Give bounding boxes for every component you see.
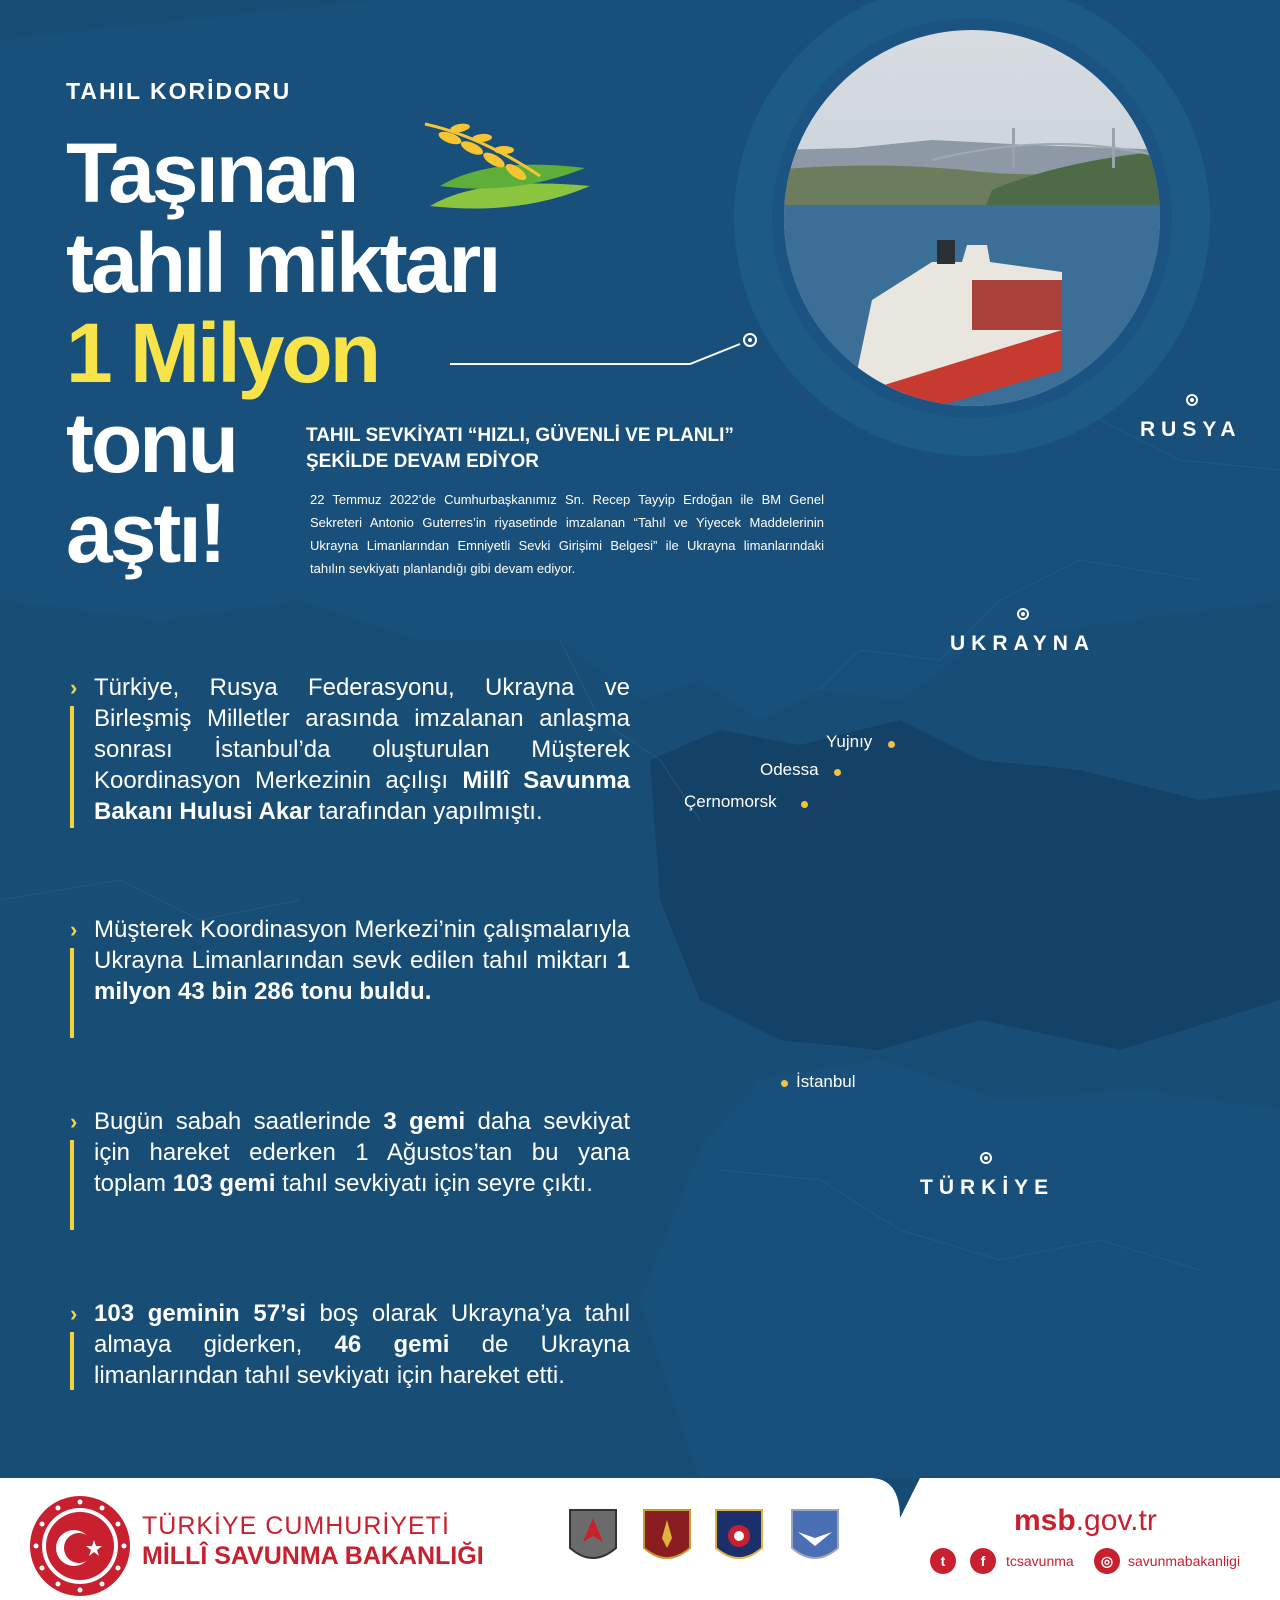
bullet-item-1 — [70, 672, 630, 827]
website-link-rest: .gov.tr — [1075, 1504, 1157, 1537]
connector-line — [450, 330, 760, 370]
rusya-pin-icon — [1186, 394, 1198, 406]
bullet-accent-bar — [70, 706, 74, 828]
instagram-icon[interactable]: ◎ — [1094, 1548, 1120, 1574]
org-name-line-1: TÜRKİYE CUMHURİYETİ — [142, 1512, 450, 1540]
wheat-icon — [420, 116, 600, 226]
bullet-text-bold: 103 gemi — [172, 1170, 276, 1197]
naval-forces-badge-icon — [714, 1508, 764, 1568]
bullet-item-3 — [70, 1106, 630, 1199]
bullet-accent-bar — [70, 948, 74, 1038]
bullet-text-part: tahıl sevkiyatı için seyre çıktı. — [275, 1170, 593, 1197]
org-name-line-2: MİLLÎ SAVUNMA BAKANLIĞI — [142, 1542, 484, 1570]
general-staff-badge-icon — [568, 1508, 618, 1568]
chevron-right-icon: › — [70, 917, 78, 942]
headline-line-2: tahıl miktarı — [66, 216, 499, 310]
odessa-dot-icon — [834, 769, 841, 776]
bullet-text-part: Türkiye, Rusya Federasyonu, Ukrayna ve Birleşmiş Milletler arasında imzalanan anlaşma sonrası İstanbul’da oluşturulan Müşterek Koordinasyon Merkezinin açılışı — [94, 674, 630, 794]
bullet-item-4 — [70, 1298, 630, 1391]
intro-subhead-line-2: ŞEKİLDE DEVAM EDİYOR — [306, 451, 539, 472]
ukrayna-pin-icon — [1017, 608, 1029, 620]
bullet-text — [94, 1298, 630, 1391]
chevron-right-icon: › — [70, 675, 78, 700]
bullet-text-bold: 103 geminin 57’si — [94, 1300, 306, 1327]
country-label-ukrayna: UKRAYNA — [950, 632, 1096, 655]
ministry-emblem-icon — [28, 1494, 132, 1598]
bullet-text-bold: 3 gemi — [383, 1108, 466, 1135]
city-label-cernomorsk: Çernomorsk — [684, 792, 777, 811]
website-link[interactable] — [1014, 1504, 1157, 1538]
yujniy-dot-icon — [888, 741, 895, 748]
bullet-text-part: boş olarak Ukrayna’ya tahıl almaya giderken, — [94, 1300, 630, 1358]
bullet-accent-bar — [70, 1140, 74, 1230]
bullet-text-part: Müşterek Koordinasyon Merkezi’nin çalışmalarıyla Ukrayna Limanlarından sevk edilen tahıl miktarı — [94, 916, 630, 974]
cernomorsk-dot-icon — [801, 801, 808, 808]
land-forces-badge-icon — [642, 1508, 692, 1568]
bullet-text — [94, 1106, 630, 1199]
headline-line-1: Taşınan — [66, 126, 357, 220]
website-link-bold: msb — [1014, 1504, 1076, 1537]
kicker-label: TAHIL KORİDORU — [66, 78, 292, 104]
bullet-text-part: tarafından yapılmıştı. — [311, 798, 543, 825]
country-label-rusya: RUSYA — [1140, 418, 1242, 441]
headline-line-4: tonu — [66, 396, 236, 490]
ship-photo — [732, 0, 1212, 460]
chevron-right-icon: › — [70, 1301, 78, 1326]
social-handle-tcsavunma[interactable]: tcsavunma — [1006, 1553, 1074, 1569]
bullet-text-bold: 1 milyon 43 bin 286 tonu buldu. — [94, 947, 630, 1005]
footer-divider-curve — [760, 1478, 920, 1600]
city-label-odessa: Odessa — [760, 760, 819, 779]
bullet-text-part: Bugün sabah saatlerinde — [94, 1108, 384, 1135]
twitter-icon[interactable]: t — [930, 1548, 956, 1574]
chevron-right-icon: › — [70, 1109, 78, 1134]
bullet-item-2 — [70, 914, 630, 1007]
air-forces-badge-icon — [790, 1508, 840, 1568]
city-label-yujniy: Yujnıy — [826, 732, 873, 751]
facebook-icon[interactable]: f — [970, 1548, 996, 1574]
bullet-text-bold: 46 gemi — [334, 1331, 450, 1358]
social-handle-savunmabakanligi[interactable]: savunmabakanligi — [1128, 1553, 1241, 1569]
bullet-text — [94, 914, 630, 1007]
country-label-turkiye: TÜRKİYE — [920, 1176, 1055, 1199]
bullet-text-part: de Ukrayna limanlarından tahıl sevkiyatı için hareket etti. — [94, 1331, 630, 1389]
headline-line-5: aştı! — [66, 486, 224, 580]
intro-text: 22 Temmuz 2022’de Cumhurbaşkanımız Sn. Recep Tayyip Erdoğan ile BM Genel Sekreteri Antonio Guterres’in riyasetinde imzalanan “Tahıl ve Yiyecek Maddelerinin Ukrayna Limanlarından Emniyetli Sevki Girişimi Belgesi” ile Ukrayna limanlarındaki tahılın sevkiyatı planlandığı gibi devam ediyor. — [310, 492, 824, 576]
istanbul-dot-icon — [781, 1080, 788, 1087]
bullet-accent-bar — [70, 1332, 74, 1390]
intro-subhead-line-1: TAHIL SEVKİYATI “HIZLI, GÜVENLİ VE PLANLI” — [306, 425, 734, 446]
city-label-istanbul: İstanbul — [796, 1072, 856, 1091]
turkiye-pin-icon — [980, 1152, 992, 1164]
bullet-text — [94, 672, 630, 827]
bullet-text-part: daha sevkiyat için hareket ederken 1 Ağustos’tan bu yana toplam — [94, 1108, 631, 1197]
bullet-text-bold: Millî Savunma Bakanı Hulusi Akar — [94, 767, 630, 825]
headline-highlight: 1 Milyon — [66, 306, 379, 400]
